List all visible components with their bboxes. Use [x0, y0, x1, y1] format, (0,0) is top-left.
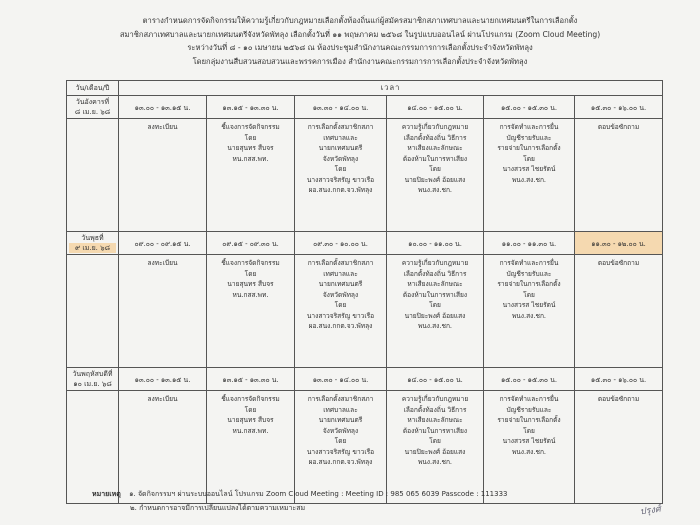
- activity-line: โดย: [334, 165, 347, 173]
- activity-line: จังหวัดพัทลุง: [322, 290, 359, 299]
- handwritten-signature: ปรุงศ์: [639, 504, 662, 518]
- time-column-header: เวลา: [119, 81, 663, 96]
- day-label-cell: [67, 96, 119, 119]
- empty-date-cell: [67, 119, 119, 232]
- activity-row: [67, 119, 663, 232]
- activity-cell: [295, 119, 387, 232]
- activity-cell: [575, 255, 663, 368]
- activity-line: ความรู้เกี่ยวกับกฎหมาย: [401, 395, 469, 403]
- activity-line: โดย: [523, 290, 535, 299]
- activity-line: บัญชีรายรับและ: [506, 269, 552, 278]
- activity-cell: [575, 119, 663, 232]
- activity-cell: [295, 255, 387, 368]
- activity-cell: [484, 119, 575, 232]
- note-line-2: ๒. กำหนดการอาจมีการเปลี่ยนแปลงได้ตามความเหมาะสม: [130, 504, 306, 512]
- activity-line: โดย: [523, 154, 535, 163]
- activity-line: ต้องห้ามในการหาเสียง: [402, 290, 468, 299]
- activity-line: หน.กสส.พท.: [232, 426, 269, 435]
- activity-line: นายปิยะพงศ์ อ้อยแสง: [404, 175, 466, 184]
- activity-line: นางสาวจริสรัญ ขาวเรือ: [306, 311, 375, 320]
- title-line-1: ตารางกำหนดการจัดกิจกรรมให้ความรู้เกี่ยวกับกฎหมายเลือกตั้งท้องถิ่นแก่ผู้สมัครสมาชิกสภาเทศบาลและนายกเทศมนตรีในการเลือกตั้ง: [142, 16, 578, 25]
- time-slot-cell: ๐๙.๐๐ - ๐๙.๑๕ น.: [119, 232, 207, 255]
- time-row: [67, 232, 663, 255]
- activity-line: นายสุนทร สืบจร: [227, 280, 274, 288]
- activity-line: นายสุนทร สืบจร: [227, 416, 274, 424]
- time-slot-cell: ๑๓.๑๕ - ๑๓.๓๐ น.: [207, 368, 295, 391]
- activity-line: หาเสียงและลักษณะ: [407, 280, 463, 288]
- activity-line: เลือกตั้งท้องถิ่น วิธีการ: [403, 133, 467, 142]
- activity-line: พนง.สง.ชก.: [511, 311, 547, 320]
- time-slot-cell: ๑๓.๑๕ - ๑๓.๓๐ น.: [207, 96, 295, 119]
- activity-line: ลงทะเบียน: [147, 259, 178, 267]
- activity-line: พนง.สง.ชก.: [417, 458, 453, 466]
- activity-line: หน.กสส.พท.: [232, 154, 269, 163]
- day-label-cell: [67, 232, 119, 255]
- activity-cell: [119, 255, 207, 368]
- time-slot-cell: ๑๓.๓๐ - ๑๔.๐๐ น.: [295, 368, 387, 391]
- activity-line: หน.กสส.พท.: [232, 290, 269, 299]
- activity-line: พนง.สง.ชก.: [417, 322, 453, 330]
- time-slot-cell: ๑๕.๐๐ - ๑๕.๓๐ น.: [484, 368, 575, 391]
- day-label-cell: [67, 368, 119, 391]
- activity-line: ลงทะเบียน: [147, 395, 178, 403]
- activity-line: นางสวรส ไชยรัตน์: [502, 301, 556, 309]
- title-line-3: ระหว่างวันที่ ๘ - ๑๐ เมษายน ๒๕๖๘ ณ ห้องประชุมสำนักงานคณะกรรมการการเลือกตั้งประจำจังหวัดพัทลุง: [187, 43, 533, 52]
- activity-line: นายกเทศมนตรี: [318, 416, 363, 424]
- activity-line: นายปิยะพงศ์ อ้อยแสง: [404, 447, 466, 456]
- title-line-4: โดยกลุ่มงานสืบสวนสอบสวนและพรรคการเมือง สำนักงานคณะกรรมการการเลือกตั้งประจำจังหวัดพัทลุง: [192, 56, 528, 66]
- time-slot-cell: ๐๙.๑๕ - ๐๙.๓๐ น.: [207, 232, 295, 255]
- activity-line: รายจ่ายในการเลือกตั้ง: [497, 416, 561, 424]
- activity-line: ผอ.สนง.กกต.จว.พัทลุง: [308, 458, 373, 466]
- activity-line: นางสวรส ไชยรัตน์: [502, 165, 556, 173]
- activity-line: ต้องห้ามในการหาเสียง: [402, 426, 468, 435]
- activity-line: หาเสียงและลักษณะ: [407, 144, 463, 152]
- note-line-1: [92, 487, 692, 501]
- activity-line: ชี้แจงการจัดกิจกรรม: [221, 259, 280, 267]
- time-slot-cell: ๑๕.๓๐ - ๑๖.๐๐ น.: [575, 96, 663, 119]
- activity-line: รายจ่ายในการเลือกตั้ง: [497, 144, 561, 152]
- activity-line: โดย: [429, 437, 441, 445]
- activity-line: ผอ.สนง.กกต.จว.พัทลุง: [308, 322, 373, 330]
- activity-line: ลงทะเบียน: [147, 123, 178, 131]
- activity-line: นายกเทศมนตรี: [318, 144, 363, 152]
- time-slot-cell: ๑๓.๐๐ - ๑๓.๑๕ น.: [119, 368, 207, 391]
- date-column-header: วัน/เดือน/ปี: [67, 81, 119, 96]
- day-date: ๙ เม.ย. ๖๘: [69, 243, 116, 253]
- activity-line: การจัดทำและการยื่น: [499, 123, 559, 131]
- activity-line: นางสาวจริสรัญ ขาวเรือ: [306, 447, 375, 456]
- activity-line: ความรู้เกี่ยวกับกฎหมาย: [401, 123, 469, 131]
- activity-line: ต้องห้ามในการหาเสียง: [402, 154, 468, 163]
- activity-line: เทศบาลและ: [323, 269, 358, 278]
- activity-cell: [207, 119, 295, 232]
- activity-line: โดย: [244, 405, 257, 414]
- day-name: วันพฤหัสบดีที่: [72, 370, 113, 378]
- activity-row: [67, 255, 663, 368]
- activity-line: บัญชีรายรับและ: [506, 133, 552, 142]
- notes-label: หมายเหตุ: [92, 490, 121, 498]
- day-date: ๑๐ เม.ย. ๖๘: [73, 380, 112, 388]
- activity-line: หาเสียงและลักษณะ: [407, 416, 463, 424]
- activity-cell: [387, 255, 484, 368]
- time-row: [67, 96, 663, 119]
- activity-line: พนง.สง.ชก.: [417, 186, 453, 194]
- activity-line: โดย: [334, 437, 347, 445]
- activity-cell: [387, 119, 484, 232]
- time-slot-cell: ๐๙.๓๐ - ๑๐.๐๐ น.: [295, 232, 387, 255]
- activity-line: เทศบาลและ: [323, 133, 358, 142]
- activity-line: นายกเทศมนตรี: [318, 280, 363, 288]
- day-name: วันพุธที่: [81, 234, 104, 242]
- time-slot-cell: ๑๑.๐๐ - ๑๑.๓๐ น.: [484, 232, 575, 255]
- note-text-1: ๑. จัดกิจกรรมฯ ผ่านระบบออนไลน์ โปรแกรม Zoom Cloud Meeting : Meeting ID : 985 065 6039 Passcode : 111333: [129, 490, 508, 498]
- activity-line: เลือกตั้งท้องถิ่น วิธีการ: [403, 405, 467, 414]
- activity-line: นางสาวจริสรัญ ขาวเรือ: [306, 175, 375, 184]
- activity-line: นายสุนทร สืบจร: [227, 144, 274, 152]
- activity-line: โดย: [429, 165, 441, 173]
- activity-line: เลือกตั้งท้องถิ่น วิธีการ: [403, 269, 467, 278]
- day-date: ๘ เม.ย. ๖๘: [74, 108, 111, 116]
- activity-line: จังหวัดพัทลุง: [322, 426, 359, 435]
- activity-line: บัญชีรายรับและ: [506, 405, 552, 414]
- activity-line: โดย: [334, 301, 347, 309]
- time-slot-cell: ๑๑.๓๐ - ๑๒.๐๐ น.: [575, 232, 663, 255]
- activity-cell: [207, 255, 295, 368]
- activity-line: พนง.สง.ชก.: [511, 175, 547, 184]
- activity-line: ความรู้เกี่ยวกับกฎหมาย: [401, 259, 469, 267]
- day-name: วันอังคารที่: [75, 98, 110, 106]
- activity-line: การจัดทำและการยื่น: [499, 259, 559, 267]
- document-title: [40, 14, 680, 68]
- activity-line: ตอบข้อซักถาม: [597, 395, 640, 403]
- activity-line: รายจ่ายในการเลือกตั้ง: [497, 280, 561, 288]
- activity-line: การจัดทำและการยื่น: [499, 395, 559, 403]
- activity-line: โดย: [429, 301, 441, 309]
- time-slot-cell: ๑๔.๐๐ - ๑๕.๐๐ น.: [387, 368, 484, 391]
- activity-line: ชี้แจงการจัดกิจกรรม: [221, 123, 280, 131]
- title-line-2: สมาชิกสภาเทศบาลและนายกเทศมนตรีจังหวัดพัทลุง เลือกตั้งวันที่ ๑๑ พฤษภาคม ๒๕๖๘ ในรูปแบบออนไลน์ ผ่านโปรแกรม (Zoom Cloud Meeting): [119, 29, 601, 39]
- activity-cell: [484, 255, 575, 368]
- activity-line: การเลือกตั้งสมาชิกสภา: [307, 259, 374, 267]
- activity-line: ผอ.สนง.กกต.จว.พัทลุง: [308, 186, 373, 194]
- table-header-row: [67, 81, 663, 96]
- activity-line: พนง.สง.ชก.: [511, 447, 547, 456]
- activity-line: การเลือกตั้งสมาชิกสภา: [307, 123, 374, 131]
- activity-line: การเลือกตั้งสมาชิกสภา: [307, 395, 374, 403]
- time-slot-cell: ๑๓.๐๐ - ๑๓.๑๕ น.: [119, 96, 207, 119]
- time-slot-cell: ๑๐.๐๐ - ๑๑.๐๐ น.: [387, 232, 484, 255]
- activity-line: ตอบข้อซักถาม: [597, 123, 640, 131]
- time-slot-cell: ๑๓.๓๐ - ๑๔.๐๐ น.: [295, 96, 387, 119]
- empty-date-cell: [67, 255, 119, 368]
- activity-line: จังหวัดพัทลุง: [322, 154, 359, 163]
- time-row: [67, 368, 663, 391]
- activity-line: นางสวรส ไชยรัตน์: [502, 437, 556, 445]
- activity-line: เทศบาลและ: [323, 405, 358, 414]
- activity-line: นายปิยะพงศ์ อ้อยแสง: [404, 311, 466, 320]
- activity-line: ตอบข้อซักถาม: [597, 259, 640, 267]
- activity-line: โดย: [244, 269, 257, 278]
- notes-section: [92, 487, 692, 515]
- activity-line: โดย: [523, 426, 535, 435]
- time-slot-cell: ๑๕.๐๐ - ๑๕.๓๐ น.: [484, 96, 575, 119]
- time-slot-cell: ๑๕.๓๐ - ๑๖.๐๐ น.: [575, 368, 663, 391]
- activity-line: ชี้แจงการจัดกิจกรรม: [221, 395, 280, 403]
- activity-cell: [119, 119, 207, 232]
- time-slot-cell: ๑๔.๐๐ - ๑๕.๐๐ น.: [387, 96, 484, 119]
- activity-line: โดย: [244, 133, 257, 142]
- schedule-table: [66, 80, 663, 504]
